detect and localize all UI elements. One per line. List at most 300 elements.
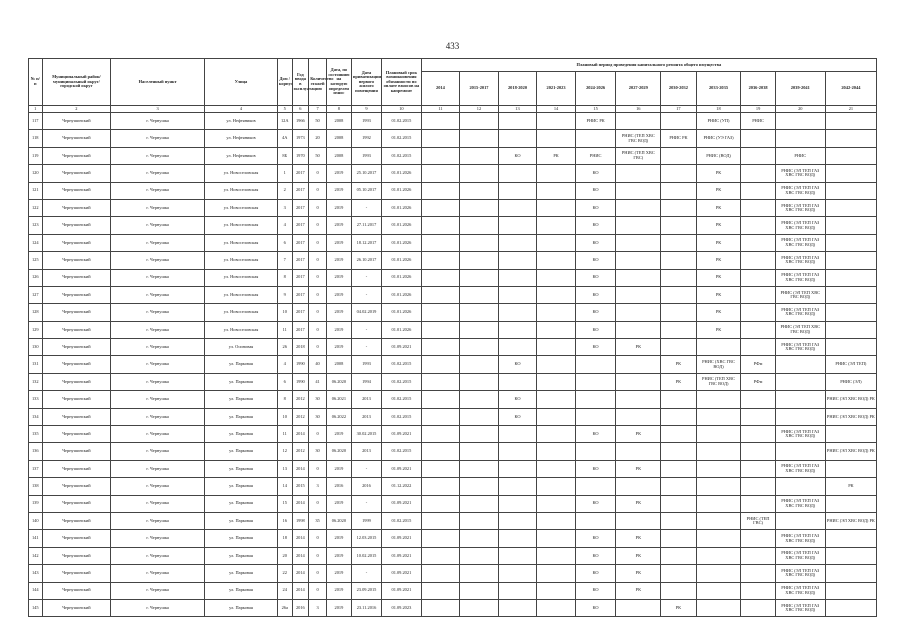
street-cell: ул. Новоселовская <box>205 286 278 303</box>
year-cell: 2017 <box>292 165 309 182</box>
inspection-date-cell: 06.2020 <box>326 373 351 390</box>
house-cell: 8 <box>277 269 292 286</box>
inspection-date-cell: 2019 <box>326 217 351 234</box>
district-cell: Чернушинский <box>42 147 111 164</box>
floors-cell: 0 <box>309 182 327 199</box>
table-row <box>29 339 877 356</box>
work-cell <box>421 269 460 286</box>
street-cell: ул. Парковая <box>205 512 278 529</box>
work-cell: РК <box>696 199 741 216</box>
work-cell <box>537 130 576 147</box>
capital-repair-plan-table <box>28 58 877 617</box>
work-cell <box>498 182 537 199</box>
work-cell <box>661 286 696 303</box>
district-cell: Чернушинский <box>42 460 111 477</box>
work-cell <box>460 182 499 199</box>
house-cell: 10 <box>277 408 292 425</box>
inspection-date-cell: 2019 <box>326 304 351 321</box>
street-cell: ул. Парковая <box>205 460 278 477</box>
work-cell <box>825 286 876 303</box>
privatization-date-cell: - <box>351 321 381 338</box>
year-cell: 1966 <box>292 113 309 130</box>
floors-cell: 40 <box>309 356 327 373</box>
work-cell <box>696 495 741 512</box>
work-cell <box>498 478 537 495</box>
privatization-date-cell: 1993 <box>351 356 381 373</box>
work-cell <box>741 252 775 269</box>
inspection-date-cell: 2019 <box>326 286 351 303</box>
house-cell: 26 <box>277 339 292 356</box>
settlement-cell: г. Чернушка <box>111 512 205 529</box>
work-cell: РК <box>696 217 741 234</box>
work-cell <box>661 113 696 130</box>
settlement-cell: г. Чернушка <box>111 147 205 164</box>
work-cell: РНИС (ЭЛ ТЕП ГАЗ ХВС ГВС ВОД) <box>775 339 825 356</box>
row-number: 126 <box>29 269 43 286</box>
work-cell <box>421 199 460 216</box>
settlement-cell: г. Чернушка <box>111 130 205 147</box>
work-cell <box>460 356 499 373</box>
work-cell <box>537 269 576 286</box>
work-cell <box>498 426 537 443</box>
district-cell: Чернушинский <box>42 252 111 269</box>
row-number: 138 <box>29 478 43 495</box>
settlement-cell: г. Чернушка <box>111 408 205 425</box>
work-cell <box>537 373 576 390</box>
work-cell <box>661 147 696 164</box>
house-cell: 3 <box>277 199 292 216</box>
work-cell <box>741 234 775 251</box>
work-cell <box>825 530 876 547</box>
work-cell <box>460 391 499 408</box>
work-cell: КО <box>575 339 616 356</box>
work-cell <box>421 286 460 303</box>
privatization-date-cell: 04.02.2019 <box>351 304 381 321</box>
work-cell: КО <box>575 234 616 251</box>
settlement-cell: г. Чернушка <box>111 269 205 286</box>
work-cell <box>575 512 616 529</box>
floors-cell: 0 <box>309 217 327 234</box>
settlement-cell: г. Чернушка <box>111 286 205 303</box>
work-cell <box>661 252 696 269</box>
obligation-deadline-cell: 01.02.2015 <box>382 356 422 373</box>
floors-cell: 0 <box>309 339 327 356</box>
work-cell <box>825 460 876 477</box>
work-cell: РНИС (ЭЛ ТЕП ГАЗ ХВС ГВС ВОД) <box>775 547 825 564</box>
work-cell: РК <box>616 547 661 564</box>
work-cell <box>616 199 661 216</box>
table-header <box>29 59 877 113</box>
period-header: 2036-2038 <box>741 72 775 106</box>
work-cell <box>775 113 825 130</box>
work-cell: РНИС <box>575 147 616 164</box>
street-cell: ул. Новоселовская <box>205 199 278 216</box>
work-cell: РНИС (ЭЛ ТЕП ХВС ГВС ВОД) <box>775 321 825 338</box>
work-cell <box>825 304 876 321</box>
work-cell <box>498 460 537 477</box>
row-number: 120 <box>29 165 43 182</box>
house-cell: 6 <box>277 373 292 390</box>
settlement-cell: г. Чернушка <box>111 582 205 599</box>
work-cell: РНИС (ЭЛ ТЕП ГАЗ ХВС ГВС ВОД) <box>775 304 825 321</box>
work-cell <box>498 339 537 356</box>
column-number: 17 <box>661 106 696 113</box>
work-cell <box>775 478 825 495</box>
work-cell <box>421 426 460 443</box>
inspection-date-cell: 2019 <box>326 321 351 338</box>
district-cell: Чернушинский <box>42 199 111 216</box>
work-cell <box>696 547 741 564</box>
work-cell <box>741 182 775 199</box>
work-cell <box>661 339 696 356</box>
table-row <box>29 217 877 234</box>
street-cell: ул. Парковая <box>205 443 278 460</box>
inspection-date-cell: 06.2022 <box>326 408 351 425</box>
work-cell <box>421 304 460 321</box>
floors-cell: 0 <box>309 199 327 216</box>
inspection-date-cell: 2019 <box>326 599 351 616</box>
floors-cell: 0 <box>309 460 327 477</box>
privatization-date-cell: - <box>351 460 381 477</box>
work-cell <box>498 599 537 616</box>
period-header: 2014 <box>421 72 460 106</box>
work-cell <box>741 321 775 338</box>
work-cell <box>575 443 616 460</box>
work-cell <box>661 547 696 564</box>
privatization-date-cell: 30.02.2015 <box>351 426 381 443</box>
work-cell <box>498 113 537 130</box>
inspection-date-cell: 2019 <box>326 234 351 251</box>
work-cell <box>825 252 876 269</box>
privatization-date-cell: 2013 <box>351 443 381 460</box>
work-cell <box>616 408 661 425</box>
period-header: 2033-2035 <box>696 72 741 106</box>
work-cell <box>537 252 576 269</box>
table-row <box>29 582 877 599</box>
work-cell <box>616 304 661 321</box>
obligation-deadline-cell: 01.09.2021 <box>382 547 422 564</box>
work-cell <box>775 391 825 408</box>
row-number: 124 <box>29 234 43 251</box>
work-cell <box>498 217 537 234</box>
work-cell <box>741 304 775 321</box>
privatization-date-cell: - <box>351 269 381 286</box>
district-cell: Чернушинский <box>42 321 111 338</box>
work-cell <box>825 495 876 512</box>
settlement-cell: г. Чернушка <box>111 199 205 216</box>
work-cell <box>775 512 825 529</box>
work-cell <box>696 512 741 529</box>
work-cell <box>421 373 460 390</box>
work-cell: КО <box>575 426 616 443</box>
year-cell: 2014 <box>292 582 309 599</box>
inspection-date-cell: 2019 <box>326 269 351 286</box>
col-header-street: Улица <box>205 59 278 106</box>
work-cell <box>537 565 576 582</box>
table-row <box>29 182 877 199</box>
house-cell: 11 <box>277 426 292 443</box>
work-cell <box>498 512 537 529</box>
work-cell <box>575 408 616 425</box>
work-cell <box>421 408 460 425</box>
floors-cell: 20 <box>309 130 327 147</box>
work-cell <box>616 165 661 182</box>
row-number: 134 <box>29 408 43 425</box>
work-cell: РНИС (ЭЛ ТЕП ГАЗ ХВС ГВС ВОД) <box>775 582 825 599</box>
work-cell <box>741 339 775 356</box>
privatization-date-cell: - <box>351 339 381 356</box>
work-cell: РНИС (ЭЛ ХВС ВОД) РК <box>825 391 876 408</box>
floors-cell: 0 <box>309 495 327 512</box>
work-cell <box>741 269 775 286</box>
period-header: 2024-2026 <box>575 72 616 106</box>
street-cell: ул. Новоселовская <box>205 165 278 182</box>
column-number: 9 <box>351 106 381 113</box>
work-cell <box>825 321 876 338</box>
work-cell <box>696 408 741 425</box>
work-cell: КО <box>575 182 616 199</box>
floors-cell: 0 <box>309 426 327 443</box>
house-cell: 12А <box>277 113 292 130</box>
floors-cell: 3 <box>309 478 327 495</box>
inspection-date-cell: 2008 <box>326 356 351 373</box>
privatization-date-cell: 10.02.2015 <box>351 547 381 564</box>
work-cell <box>775 356 825 373</box>
table-row <box>29 443 877 460</box>
floors-cell: 0 <box>309 530 327 547</box>
col-header-house: Дом / корпус <box>277 59 292 106</box>
work-cell: РНИС (ЭЛ ТЕП ГАЗ ХВС ГВС ВОД) <box>775 460 825 477</box>
obligation-deadline-cell: 01.02.2015 <box>382 113 422 130</box>
house-cell: 4А <box>277 130 292 147</box>
obligation-deadline-cell: 01.01.2026 <box>382 304 422 321</box>
work-cell: РК <box>696 286 741 303</box>
street-cell: ул. Парковая <box>205 426 278 443</box>
inspection-date-cell: 2019 <box>326 547 351 564</box>
table-row <box>29 565 877 582</box>
district-cell: Чернушинский <box>42 426 111 443</box>
privatization-date-cell: 1994 <box>351 373 381 390</box>
col-header-obligation-deadline: Плановый срок возникновения обязанности по оплате взносов на капремонт <box>382 59 422 106</box>
inspection-date-cell: 2008 <box>326 113 351 130</box>
inspection-date-cell: 2019 <box>326 199 351 216</box>
work-cell <box>696 599 741 616</box>
table-row <box>29 373 877 390</box>
street-cell: ул. Парковая <box>205 495 278 512</box>
privatization-date-cell: 27.11.2017 <box>351 217 381 234</box>
work-cell <box>741 426 775 443</box>
year-cell: 2017 <box>292 321 309 338</box>
work-cell <box>616 321 661 338</box>
year-cell: 2017 <box>292 182 309 199</box>
work-cell <box>616 113 661 130</box>
work-cell: КО <box>575 269 616 286</box>
privatization-date-cell: 1993 <box>351 113 381 130</box>
table-row <box>29 495 877 512</box>
work-cell <box>460 304 499 321</box>
work-cell: РНИС (ЭЛ ТЕП ГАЗ ХВС ГВС ВОД) <box>775 234 825 251</box>
plan-period-group-header: Плановый период проведения капитального ремонта общего имущества <box>421 59 876 72</box>
row-number: 144 <box>29 582 43 599</box>
work-cell <box>775 373 825 390</box>
work-cell: КО <box>575 321 616 338</box>
work-cell <box>575 478 616 495</box>
work-cell <box>825 339 876 356</box>
street-cell: ул. Парковая <box>205 356 278 373</box>
privatization-date-cell: 05.10.2017 <box>351 182 381 199</box>
work-cell <box>616 286 661 303</box>
column-number: 10 <box>382 106 422 113</box>
work-cell <box>575 130 616 147</box>
work-cell <box>616 269 661 286</box>
district-cell: Чернушинский <box>42 113 111 130</box>
settlement-cell: г. Чернушка <box>111 252 205 269</box>
work-cell <box>661 217 696 234</box>
settlement-cell: г. Чернушка <box>111 339 205 356</box>
table-row <box>29 391 877 408</box>
row-number: 140 <box>29 512 43 529</box>
street-cell: ул. Парковая <box>205 582 278 599</box>
work-cell <box>661 304 696 321</box>
settlement-cell: г. Чернушка <box>111 443 205 460</box>
year-cell: 2012 <box>292 408 309 425</box>
obligation-deadline-cell: 01.02.2015 <box>382 391 422 408</box>
work-cell <box>460 321 499 338</box>
column-number: 15 <box>575 106 616 113</box>
work-cell <box>696 530 741 547</box>
work-cell <box>537 391 576 408</box>
work-cell: РНИС (УЭ ГАЗ) <box>696 130 741 147</box>
work-cell: РНИС <box>775 147 825 164</box>
col-header-district: Муниципальный район/ муниципальный округ/городской округ <box>42 59 111 106</box>
work-cell <box>460 373 499 390</box>
year-cell: 2017 <box>292 234 309 251</box>
work-cell: РНИС (ЭЛ ТЕП ХВС ГВС ВОД) <box>775 286 825 303</box>
obligation-deadline-cell: 01.02.2015 <box>382 443 422 460</box>
table-row <box>29 234 877 251</box>
settlement-cell: г. Чернушка <box>111 304 205 321</box>
work-cell <box>498 373 537 390</box>
work-cell: КО <box>575 530 616 547</box>
floors-cell: 3 <box>309 599 327 616</box>
work-cell <box>498 286 537 303</box>
work-cell: КО <box>575 460 616 477</box>
work-cell <box>696 426 741 443</box>
street-cell: ул. Нефтяников <box>205 147 278 164</box>
inspection-date-cell: 2019 <box>326 182 351 199</box>
privatization-date-cell: 1993 <box>351 147 381 164</box>
district-cell: Чернушинский <box>42 130 111 147</box>
work-cell <box>741 217 775 234</box>
district-cell: Чернушинский <box>42 408 111 425</box>
settlement-cell: г. Чернушка <box>111 217 205 234</box>
period-header: 2021-2023 <box>537 72 576 106</box>
work-cell <box>498 252 537 269</box>
work-cell <box>775 443 825 460</box>
inspection-date-cell: 2019 <box>326 460 351 477</box>
obligation-deadline-cell: 01.02.2015 <box>382 130 422 147</box>
floors-cell: 0 <box>309 269 327 286</box>
work-cell <box>616 512 661 529</box>
work-cell <box>741 199 775 216</box>
settlement-cell: г. Чернушка <box>111 356 205 373</box>
house-cell: 22 <box>277 565 292 582</box>
floors-cell: 0 <box>309 565 327 582</box>
row-number: 139 <box>29 495 43 512</box>
privatization-date-cell: 23.11.2016 <box>351 599 381 616</box>
work-cell: РНИС (ЭЛ ТЕП) <box>825 356 876 373</box>
row-number: 118 <box>29 130 43 147</box>
work-cell: РК <box>616 339 661 356</box>
floors-cell: 0 <box>309 165 327 182</box>
work-cell: РК <box>696 234 741 251</box>
work-cell <box>825 182 876 199</box>
settlement-cell: г. Чернушка <box>111 234 205 251</box>
work-cell <box>616 234 661 251</box>
column-number: 2 <box>42 106 111 113</box>
table-row <box>29 321 877 338</box>
work-cell <box>741 547 775 564</box>
work-cell <box>421 252 460 269</box>
work-cell <box>825 269 876 286</box>
work-cell <box>616 391 661 408</box>
work-cell <box>460 565 499 582</box>
work-cell <box>460 199 499 216</box>
work-cell: РК <box>661 356 696 373</box>
work-cell: РНИС (УП) <box>696 113 741 130</box>
year-cell: 1970 <box>292 147 309 164</box>
work-cell <box>661 478 696 495</box>
work-cell: РК <box>616 426 661 443</box>
work-cell <box>537 599 576 616</box>
obligation-deadline-cell: 01.09.2021 <box>382 582 422 599</box>
work-cell <box>616 599 661 616</box>
work-cell: РНИС (ТЕП ХВС ГВС ВОД) <box>616 130 661 147</box>
work-cell <box>575 391 616 408</box>
house-cell: 4 <box>277 217 292 234</box>
street-cell: ул. Парковая <box>205 530 278 547</box>
district-cell: Чернушинский <box>42 217 111 234</box>
work-cell: РНИС (ЭЛ ХВС ВОД) РК <box>825 408 876 425</box>
work-cell: РНИС (ЭЛ ТЕП ГАЗ ХВС ГВС ВОД) <box>775 269 825 286</box>
inspection-date-cell: 2008 <box>326 147 351 164</box>
column-number: 7 <box>309 106 327 113</box>
table-row <box>29 512 877 529</box>
work-cell <box>696 582 741 599</box>
work-cell <box>825 565 876 582</box>
work-cell <box>421 391 460 408</box>
floors-cell: 35 <box>309 512 327 529</box>
period-header: 2030-2032 <box>661 72 696 106</box>
house-cell: 4 <box>277 356 292 373</box>
floors-cell: 0 <box>309 252 327 269</box>
work-cell <box>421 165 460 182</box>
district-cell: Чернушинский <box>42 547 111 564</box>
settlement-cell: г. Чернушка <box>111 113 205 130</box>
work-cell <box>537 478 576 495</box>
work-cell: РК <box>696 182 741 199</box>
work-cell <box>498 130 537 147</box>
work-cell: РНИС (ТЕП ХВС ГВС) <box>616 147 661 164</box>
settlement-cell: г. Чернушка <box>111 547 205 564</box>
period-header: 2042-2044 <box>825 72 876 106</box>
year-cell: 2017 <box>292 252 309 269</box>
work-cell <box>460 582 499 599</box>
period-header: 2018-2020 <box>498 72 537 106</box>
table-row <box>29 478 877 495</box>
row-number: 130 <box>29 339 43 356</box>
column-number: 1 <box>29 106 43 113</box>
